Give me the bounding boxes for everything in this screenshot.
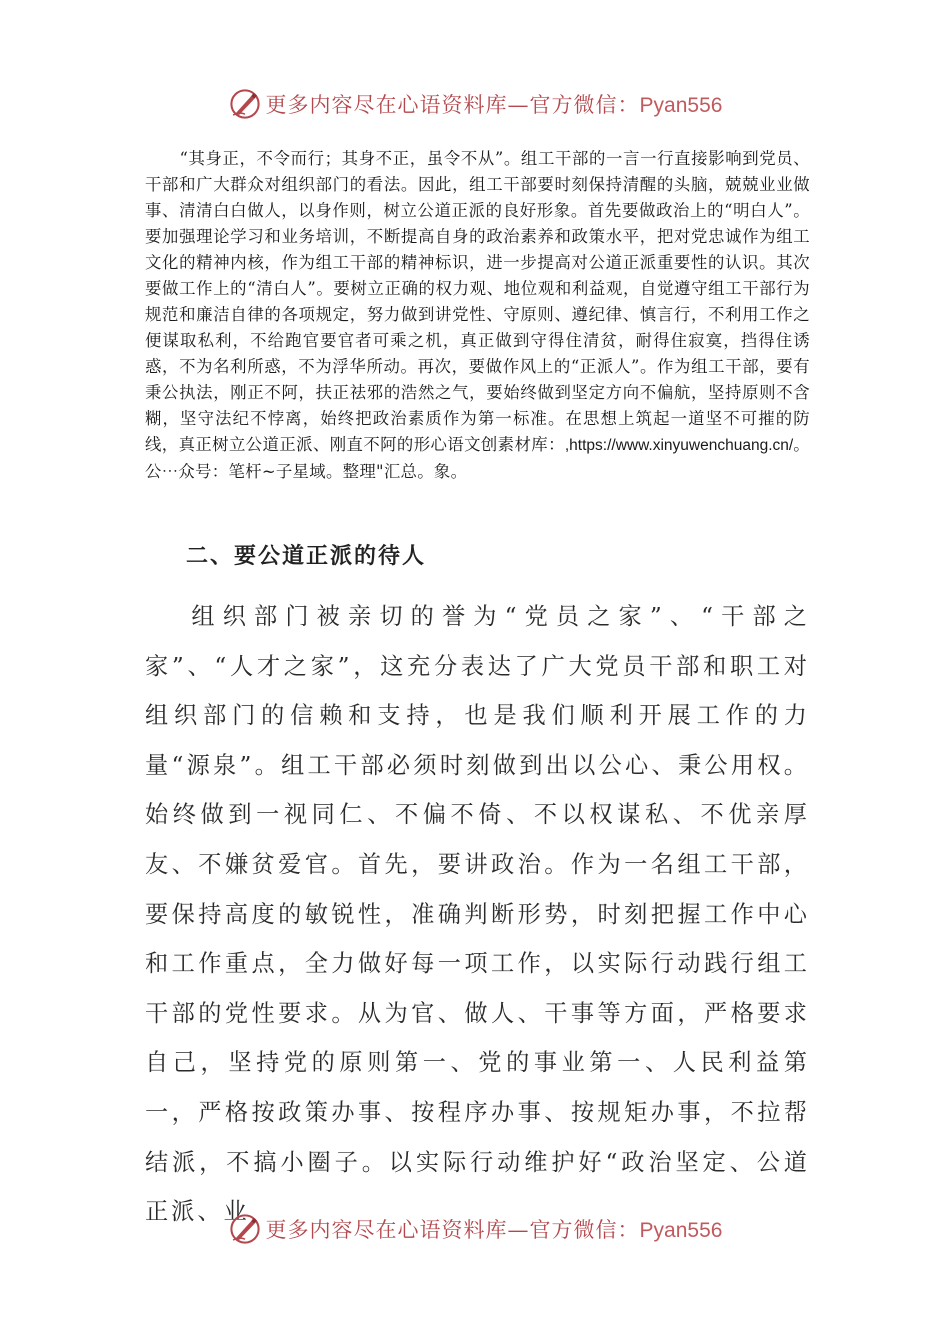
pen-logo-icon — [228, 1212, 262, 1246]
section-heading: 二、要公道正派的待人 — [186, 544, 427, 569]
source-url: ,https://www.xinyuwenchuang.cn/ — [564, 437, 794, 454]
footer-wechat: Pyan556 — [639, 1219, 723, 1242]
footer-text: 更多内容尽在心语资料库—官方微信：Pyan556 — [265, 1218, 723, 1242]
header-text: 更多内容尽在心语资料库—官方微信：Pyan556 — [265, 93, 723, 117]
intro-paragraph: “其身正，不令而行；其身不正，虽令不从”。组工干部的一言一行直接影响到党员、干部和广大群众对组织部门的看法。因此，组工干部要时刻保持清醒的头脑，兢兢业业做事、清清白白做人，以身作则，树立公道正派的良好形象。首先要做政治上的“明白人”。要加强理论学习和业务培训，不断提高自身的政治素养和政策水平，把对党忠诚作为组工文化的精神内核，作为组工干部的精神标识，进一步提高对公道正派重要性的认识。其次要做工作上的“清白人”。要树立正确的权力观、地位观和利益观，自觉遵守组工干部行为规范和廉洁自律的各项规定，努力做到讲党性、守原则、遵纪律、慎言行，不利用工作之便谋取私利，不给跑官要官者可乘之机，真正做到守得住清贫，耐得住寂寞，挡得住诱惑，不为名利所惑，不为浮华所动。再次，要做作风上的“正派人”。作为组工干部，要有秉公执法，刚正不阿，扶正祛邪的浩然之气，要始终做到坚定方向不偏航，坚持原则不含糊，坚守法纪不悖离，始终把政治素质作为第一标准。在思想上筑起一道坚不可摧的防线，真正树立公道正派、刚直不阿的形心语文创素材库：,https://www.xinyuwenchuang.cn/。公⋯众号：笔杆~子星域。整理"汇总。象。 — [145, 149, 810, 481]
header-wechat: Pyan556 — [639, 94, 723, 117]
footer-banner — [0, 1209, 950, 1249]
body-paragraph: 组织部门被亲切的誉为“党员之家”、“干部之家”、“人才之家”，这充分表达了广大党员干部和职工对组织部门的信赖和支持，也是我们顺利开展工作的力量“源泉”。组工干部必须时刻做到出以公心、秉公用权。始终做到一视同仁、不偏不倚、不以权谋私、不优亲厚友、不嫌贫爱官。首先，要讲政治。作为一名组工干部，要保持高度的敏锐性，准确判断形势，时刻把握工作中心和工作重点，全力做好每一项工作，以实际行动践行组工干部的党性要求。从为官、做人、干事等方面，严格要求自己，坚持党的原则第一、党的事业第一、人民利益第一，严格按政策办事、按程序办事、按规矩办事，不拉帮结派，不搞小圈子。以实际行动维护好“政治坚定、公道正派、业 — [145, 603, 810, 1226]
pen-logo-icon — [228, 87, 262, 121]
header-banner — [0, 84, 950, 124]
